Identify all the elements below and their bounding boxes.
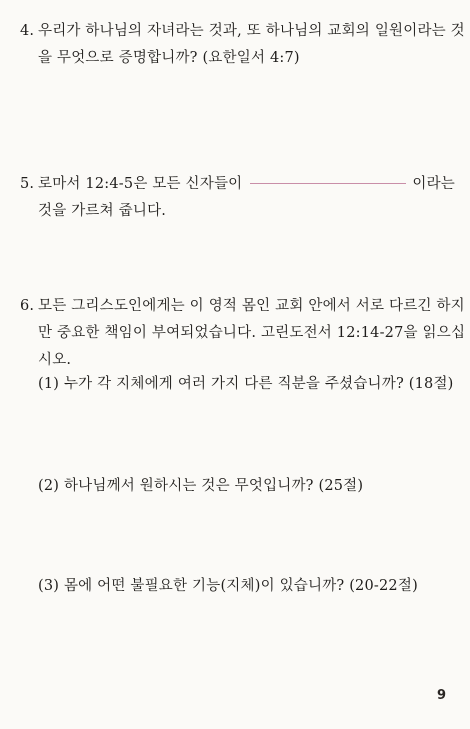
fill-in-blank-line[interactable]: [250, 183, 406, 184]
question-5-text-after-blank: 이라는: [412, 176, 456, 192]
question-4: [20, 18, 465, 72]
question-4-text-1: 우리가 하나님의 자녀라는 것과, 또 하나님의 교회의 일원이라는 것: [38, 23, 465, 39]
question-5-number: 5.: [20, 176, 35, 192]
question-6-text-1: 모든 그리스도인에게는 이 영적 몸인 교회 안에서 서로 다르긴 하지: [38, 298, 465, 314]
question-4-line-1: [20, 18, 465, 45]
sub-question-2: (2) 하나님께서 원하시는 것은 무엇입니까? (25절): [38, 478, 364, 494]
question-4-line-2: 을 무엇으로 증명합니까? (요한일서 4:7): [38, 50, 300, 66]
question-6-line-2: 만 중요한 책임이 부여되었습니다. 고린도전서 12:14-27을 읽으십: [38, 325, 466, 341]
sub-question-3: (3) 몸에 어떤 불필요한 기능(지체)이 있습니까? (20-22절): [38, 578, 418, 594]
question-4-number: 4.: [20, 23, 35, 39]
sub-question-1: (1) 누가 각 지체에게 여러 가지 다른 직분을 주셨습니까? (18절): [38, 376, 454, 392]
page-number: 9: [436, 688, 446, 703]
question-5: [20, 171, 456, 225]
question-5-line-1: [20, 171, 456, 198]
question-6-line-3: 시오.: [38, 352, 72, 368]
question-6-number: 6.: [20, 298, 35, 314]
question-5-text-before-blank: 로마서 12:4-5은 모든 신자들이: [38, 176, 243, 192]
question-6-line-1: [20, 293, 465, 320]
question-5-line-2: 것을 가르쳐 줍니다.: [38, 203, 167, 219]
question-6: [20, 293, 466, 374]
